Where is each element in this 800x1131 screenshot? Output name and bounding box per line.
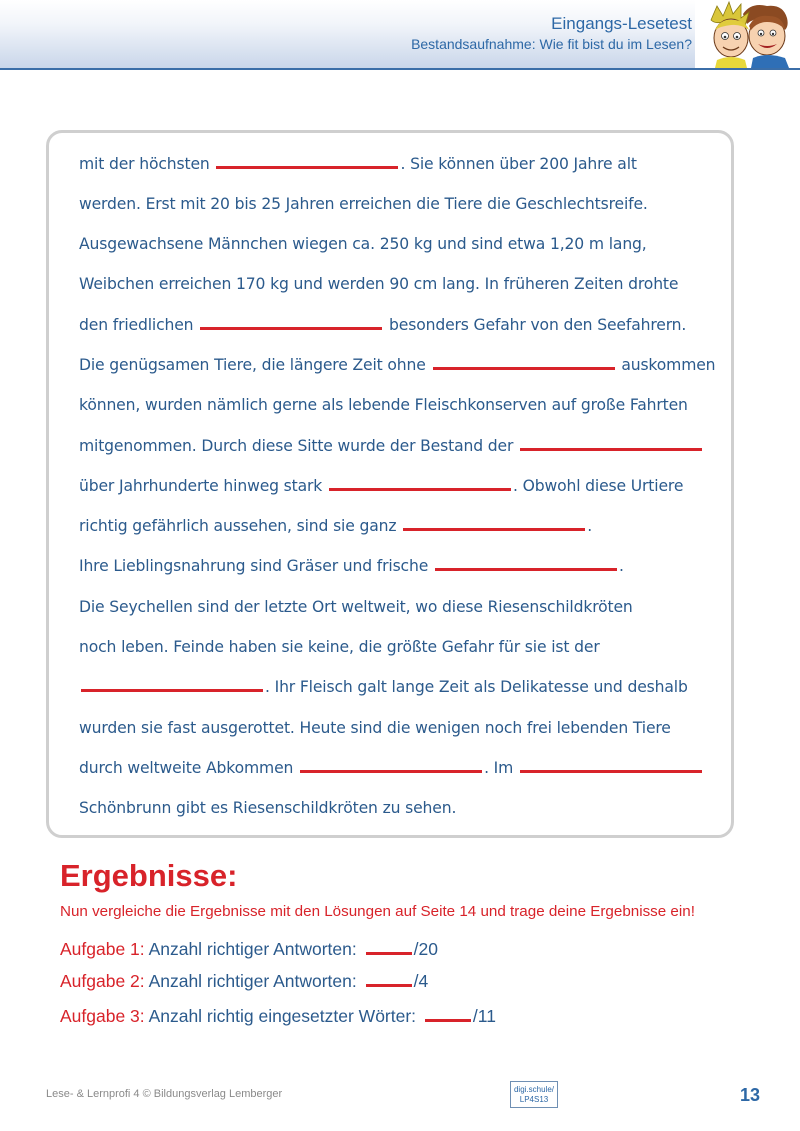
task-label: Aufgabe 3: bbox=[60, 1006, 145, 1026]
passage-line bbox=[79, 434, 704, 458]
answer-blank[interactable] bbox=[520, 434, 702, 451]
passage-text: wurden sie fast ausgerottet. Heute sind die wenigen noch frei lebenden Tiere bbox=[79, 719, 671, 737]
results-instruction: Nun vergleiche die Ergebnisse mit den Lösungen auf Seite 14 und trage deine Ergebnisse ein! bbox=[60, 903, 695, 920]
answer-blank[interactable] bbox=[216, 152, 398, 169]
passage-line bbox=[79, 272, 678, 296]
passage-text: . bbox=[618, 557, 624, 575]
answer-blank[interactable] bbox=[81, 675, 263, 692]
passage-text: durch weltweite Abkommen bbox=[79, 759, 299, 777]
passage-text: mit der höchsten bbox=[79, 155, 215, 173]
passage-line bbox=[79, 675, 688, 699]
mascot-icon bbox=[695, 0, 800, 68]
score-input-3[interactable] bbox=[425, 1003, 471, 1022]
answer-blank[interactable] bbox=[300, 756, 482, 773]
footer-copyright: Lese- & Lernprofi 4 © Bildungsverlag Lemberger bbox=[46, 1088, 283, 1100]
passage-text: besonders Gefahr von den Seefahrern. bbox=[384, 316, 687, 334]
task-row-2 bbox=[60, 968, 428, 992]
passage-line bbox=[79, 635, 600, 659]
passage-line bbox=[79, 514, 592, 538]
answer-blank[interactable] bbox=[520, 756, 702, 773]
passage-text: Ausgewachsene Männchen wiegen ca. 250 kg und sind etwa 1,20 m lang, bbox=[79, 235, 647, 253]
digi-code-line2: LP4S13 bbox=[519, 1095, 549, 1104]
passage-text: werden. Erst mit 20 bis 25 Jahren erreichen die Tiere die Geschlechtsreife. bbox=[79, 195, 648, 213]
passage-text: . Obwohl diese Urtiere bbox=[512, 477, 684, 495]
answer-blank[interactable] bbox=[200, 313, 382, 330]
digi-schule-code[interactable] bbox=[510, 1081, 558, 1108]
passage-text: . bbox=[587, 517, 593, 535]
header-subtitle: Bestandsaufnahme: Wie fit bist du im Lesen? bbox=[411, 36, 692, 52]
task-total: /4 bbox=[413, 971, 429, 991]
passage-text: über Jahrhunderte hinweg stark bbox=[79, 477, 327, 495]
passage-text: noch leben. Feinde haben sie keine, die größte Gefahr für sie ist der bbox=[79, 638, 600, 656]
answer-blank[interactable] bbox=[403, 514, 585, 531]
score-input-1[interactable] bbox=[366, 936, 412, 955]
results-heading: Ergebnisse: bbox=[60, 858, 238, 893]
page-number: 13 bbox=[740, 1085, 761, 1105]
passage-line bbox=[79, 393, 688, 417]
passage-text: Weibchen erreichen 170 kg und werden 90 cm lang. In früheren Zeiten drohte bbox=[79, 275, 679, 293]
passage-line bbox=[79, 313, 686, 337]
passage-text: Schönbrunn gibt es Riesenschildkröten zu sehen. bbox=[79, 799, 457, 817]
passage-text: auskommen bbox=[616, 356, 716, 374]
task-row-3 bbox=[60, 1003, 496, 1027]
passage-text: mitgenommen. Durch diese Sitte wurde der Bestand der bbox=[79, 437, 519, 455]
header-title: Eingangs-Lesetest bbox=[551, 14, 692, 33]
passage-line bbox=[79, 474, 683, 498]
passage-text: . Ihr Fleisch galt lange Zeit als Delikatesse und deshalb bbox=[265, 678, 688, 696]
passage-line bbox=[79, 595, 633, 619]
task-row-1 bbox=[60, 936, 438, 960]
page-header bbox=[0, 0, 800, 70]
passage-text: Die genügsamen Tiere, die längere Zeit ohne bbox=[79, 356, 431, 374]
answer-blank[interactable] bbox=[435, 554, 617, 571]
task-text: Anzahl richtig eingesetzter Wörter: bbox=[148, 1006, 417, 1026]
header-titles bbox=[411, 13, 692, 54]
passage-text: Die Seychellen sind der letzte Ort weltweit, wo diese Riesenschildkröten bbox=[79, 598, 633, 616]
passage-line bbox=[79, 192, 648, 216]
passage-text: richtig gefährlich aussehen, sind sie ganz bbox=[79, 517, 402, 535]
passage-line bbox=[79, 716, 671, 740]
passage-text: können, wurden nämlich gerne als lebende Fleischkonserven auf große Fahrten bbox=[79, 396, 688, 414]
passage-text: . Im bbox=[484, 759, 518, 777]
passage-text: Ihre Lieblingsnahrung sind Gräser und frische bbox=[79, 557, 433, 575]
passage-text: . Sie können über 200 Jahre alt bbox=[400, 155, 637, 173]
task-label: Aufgabe 2: bbox=[60, 971, 145, 991]
digi-code-line1: digi.schule/ bbox=[513, 1085, 555, 1094]
task-total: /20 bbox=[413, 939, 438, 959]
passage-line bbox=[79, 756, 704, 780]
score-input-2[interactable] bbox=[366, 968, 412, 987]
passage-line bbox=[79, 796, 456, 820]
task-total: /11 bbox=[472, 1006, 496, 1026]
passage-text: den friedlichen bbox=[79, 316, 199, 334]
task-text: Anzahl richtiger Antworten: bbox=[148, 939, 357, 959]
answer-blank[interactable] bbox=[433, 353, 615, 370]
passage-line bbox=[79, 353, 715, 377]
answer-blank[interactable] bbox=[329, 474, 511, 491]
passage-line bbox=[79, 152, 637, 176]
task-label: Aufgabe 1: bbox=[60, 939, 145, 959]
passage-line bbox=[79, 554, 624, 578]
passage-line bbox=[79, 232, 647, 256]
task-text: Anzahl richtiger Antworten: bbox=[148, 971, 357, 991]
